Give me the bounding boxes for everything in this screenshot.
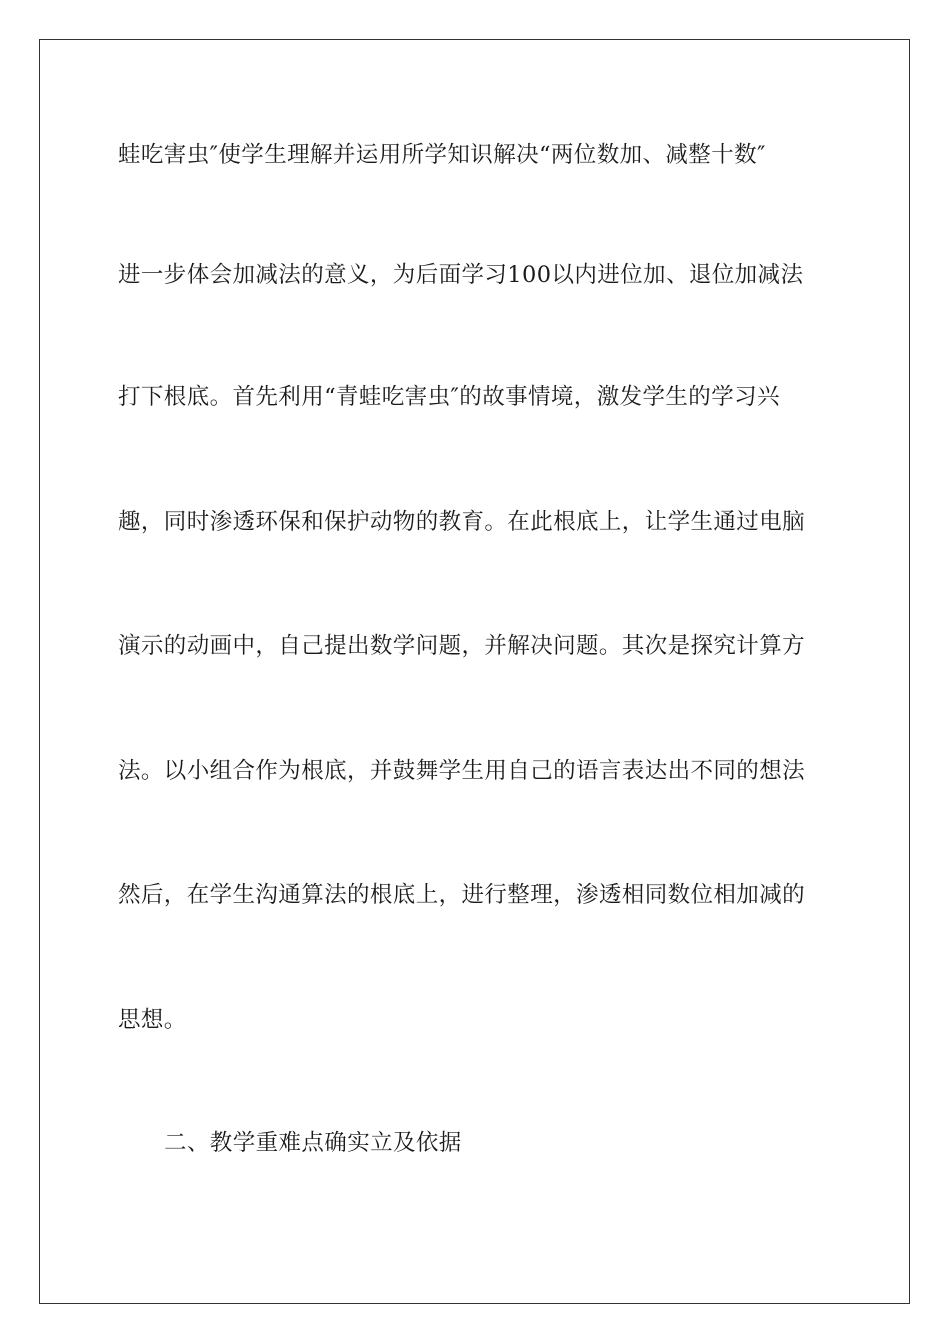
paragraph-line-3: 打下根底。首先利用“青蛙吃害虫″的故事情境，激发学生的学习兴 (118, 384, 780, 410)
page-border (39, 39, 910, 1304)
paragraph-line-5: 演示的动画中，自己提出数学问题，并解决问题。其次是探究计算方 (118, 633, 806, 659)
section-heading: 二、教学重难点确实立及依据 (164, 1130, 462, 1156)
paragraph-line-1: 蛙吃害虫″使学生理解并运用所学知识解决“两位数加、减整十数″ (118, 142, 766, 168)
paragraph-line-7: 然后，在学生沟通算法的根底上，进行整理，渗透相同数位相加减的 (118, 882, 806, 908)
paragraph-line-4: 趣，同时渗透环保和保护动物的教育。在此根底上，让学生通过电脑 (118, 509, 806, 535)
paragraph-line-6: 法。以小组合作为根底，并鼓舞学生用自己的语言表达出不同的想法 (118, 758, 806, 784)
paragraph-line-2: 进一步体会加减法的意义，为后面学习100以内进位加、退位加减法 (118, 262, 804, 288)
paragraph-line-8: 思想。 (118, 1007, 187, 1033)
